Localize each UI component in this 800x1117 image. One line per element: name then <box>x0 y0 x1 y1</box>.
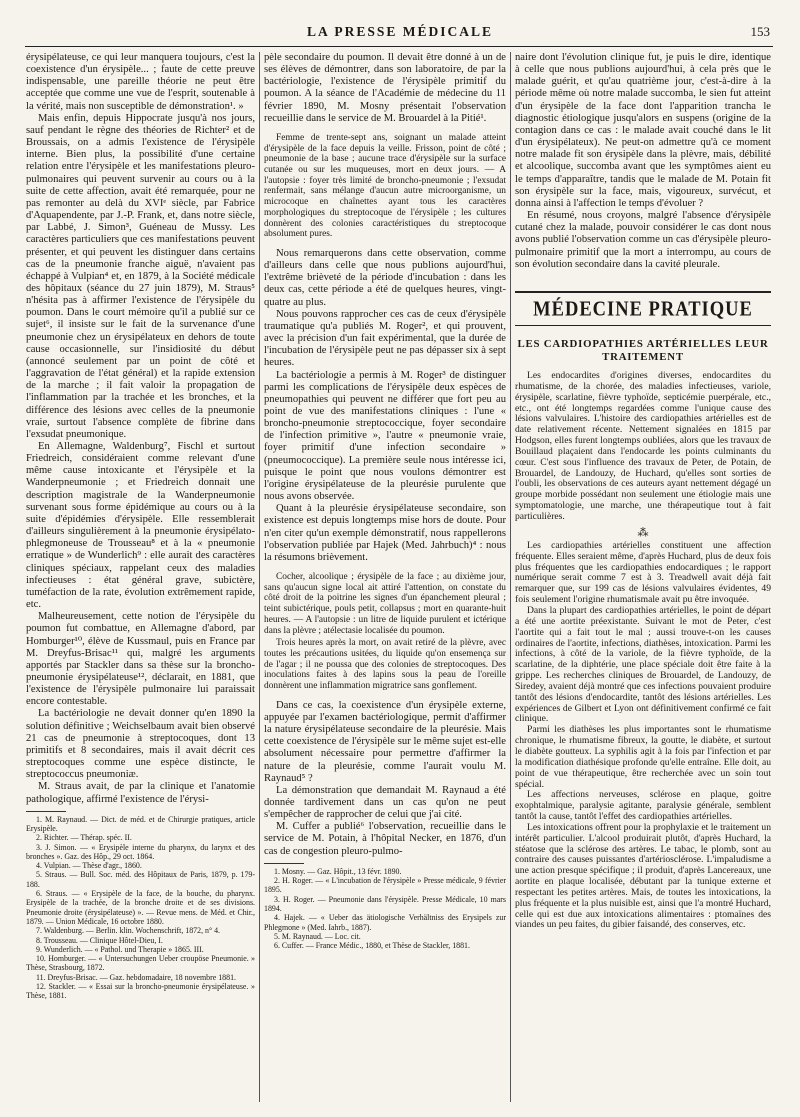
section-header <box>515 291 771 326</box>
footnote: 6. Straus. — « Erysipèle de la face, de la bouche, du pharynx. Erysipèle de la trachée, de la bronche droite et de ses divisions. Pneumonie droite (érysipélateuse) ». — Revue mens. de Méd. et Chir., 1879. — Union Médicale, 16 octobre 1880. <box>26 889 255 926</box>
paragraph: pèle secondaire du poumon. Il devait être donné à un de ses élèves de démontrer, dans son laboratoire, de par la bactériologie, l'existence de l'érysipèle primitif du poumon. A la séance de l'Académie de médecine du 11 février 1890, M. Mosny présentait l'observation recueillie dans le service de M. Brouardel à la Pitié¹. <box>264 52 506 124</box>
footnote: 2. Richter. — Thérap. spéc. II. <box>36 833 132 843</box>
footnote: 8. Trousseau. — Clinique Hôtel-Dieu, I. <box>36 935 163 945</box>
case-report: Trois heures après la mort, on avait retiré de la plèvre, avec toutes les précautions usitées, du liquide qu'on ensemença sur de l'agar ; il ne poussa que des colonies de streptocoques. Des inoculations faites à des lapins sous la peau de l'oreille donnèrent une inflammation migratrice sans gonflement. <box>264 638 506 692</box>
paragraph: Les affections nerveuses, sclérose en plaque, goitre exophtalmique, paralysie agitante, paralysie générale, semblent tantôt la cause, tantôt l'effet des cardiopathies artérielles. <box>515 789 771 823</box>
column-2 <box>264 52 506 1107</box>
footnote: 10. Homburger. — « Untersuchungen Ueber croupöse Pneumonie. » Thèse, Strasbourg, 1872. <box>26 954 255 973</box>
column-1 <box>26 52 255 1107</box>
page-number: 153 <box>750 24 770 39</box>
paragraph: M. Straus avait, de par la clinique et l'anatomie pathologique, affirmé l'existence de l'érysi- <box>26 781 255 805</box>
paragraph: En résumé, nous croyons, malgré l'absence d'érysipèle cutané chez la malade, pouvoir considérer le cas dont nous avons publié l'observation comme un cas d'érysipèle pleuro-pulmonaire primitif que la mort a interrompu, au cours de son évolution secondaire dans la cavité pleurale. <box>515 210 771 270</box>
paragraph: La démonstration que demandait M. Raynaud a été donnée tardivement dans un cas qu'on ne peut s'empêcher de rapprocher de celui que j'ai cité. <box>264 784 506 821</box>
footnote: 7. Waldenburg. — Berlin. klin. Wochenschrift, 1872, n° 4. <box>36 926 221 936</box>
footnote: 5. Straus. — Bull. Soc. méd. des Hôpitaux de Paris, 1879, p. 179-188. <box>26 870 255 889</box>
footnote: 4. Hajek. — « Ueber das ätiologische Verhältniss des Erysipels zur Phlegmone » (Med. Iahrb., 1887). <box>264 913 506 932</box>
footnote-rule <box>26 811 66 812</box>
paragraph: Nous remarquerons dans cette observation, comme d'ailleurs dans celle que nous publions aujourd'hui, l'extrême brièveté de la période d'incubation : dans les deux cas, cette période a été de quelques heures, vingt-quatre au plus. <box>264 247 506 308</box>
footnote: 1. Mosny. — Gaz. Hôpit., 13 févr. 1890. <box>274 866 402 876</box>
paragraph: Nous pouvons rapprocher ces cas de ceux d'érysipèle traumatique qu'a publiés M. Roger², et qui prouvent, avec la précision d'un fait expérimental, que la durée de l'incubation de l'érysipèle peut ne pas dépasser six à sept heures. <box>264 308 506 369</box>
article-intro: Les endocardites d'origines diverses, endocardites du rhumatisme, de la chorée, des maladies infectieuses, variole, érysipèle, scarlatine, fièvre typhoïde, septicémie puerpérale, etc., etc., ont été longtemps regardées comme l'unique cause des lésions valvulaires. L'histoire des cardiopathies artérielles est de date relativement récente. Nettement signalées en 1815 par Hodgson, elles furent longtemps oubliées, alors que les travaux de Bouillaud plaçaient dans l'endocarde les points culminants du cœur. C'est sous l'influence des travaux de Peter, de Potain, de Brouardel, de Landouzy, de Huchard, qu'elles sont sorties de l'oubli, les observations de ces auteurs ayant nettement dégagé un groupe morbide possédant non seulement une étiologie mais une symptomatologie, une marche, une thérapeutique tout à fait particulières. <box>515 369 771 522</box>
paragraph: La bactériologie a permis à M. Roger³ de distinguer parmi les complications de l'érysipèle deux espèces de pneumopathies qui peuvent ne différer que fort peu au point de vue des manifestations cliniques : l'une « broncho-pneumonie streptococcique, foyer secondaire de l'infection primitive », l'autre « pneumonie vraie, foyer primitif d'une infection secondaire » (pneumococcique). La première seule nous intéresse ici, puisque le point que nous voulons démontrer est l'origine érysipélateuse de la pleurésie purulente que nous avons observée. <box>264 369 506 503</box>
footnote: 1. M. Raynaud. — Dict. de méd. et de Chirurgie pratiques, article Erysipèle. <box>26 814 255 833</box>
case-report: Femme de trente-sept ans, soignant un malade atteint d'érysipèle de la face depuis la veille. Frisson, point de côté ; pneumonie de la base ; aucune trace d'érysipèle sur la surface cutanée ou sur les muqueuses, mort en deux jours. — A l'autopsie : foyer très limité de broncho-pneumonie ; l'exsudat renfermait, sans mélange d'aucun autre microorganisme, un microcoque en chaînettes ayant tous les caractères morphologiques du streptocoque de l'érysipèle ; les cultures donnèrent des colonies caractéristiques du streptocoque absolument pures. <box>264 132 506 240</box>
footnote: 11. Dreyfus-Brisac. — Gaz. hebdomadaire, 18 novembre 1881. <box>36 972 236 982</box>
paragraph: Dans ce cas, la coexistence d'un érysipèle externe, appuyée par l'examen bactériologique, permit d'affirmer la nature érysipélateuse secondaire de la pleurésie. Mais cette coexistence de l'érysipèle sur le même sujet est-elle absolument nécessaire pour permettre d'affirmer la nature de la pleurésie, comme l'aurait voulu M. Raynaud⁵ ? <box>264 699 506 784</box>
paragraph: La bactériologie ne devait donner qu'en 1890 la solution définitive ; Weichselbaum avait bien observé 21 cas de pneumonie à streptocoques, dont 13 primitifs et 8 secondaires, mais il avait décrit ces streptocoques comme une espèce distincte, le streptococcus pneumoniæ. <box>26 708 255 781</box>
footnote: 3. J. Simon. — « Erysipèle interne du pharynx, du larynx et des bronches ». Gaz. des Hôp., 29 oct. 1864. <box>26 842 255 861</box>
paragraph: érysipélateuse, ce qui leur manquera toujours, c'est la coexistence d'un érysipèle... ; faute de cette preuve indispensable, une pareille théorie ne peut être acceptée que comme une vue de l'esprit, soutenable à la vérité, mais non susceptible de démonstration¹. » <box>26 52 255 112</box>
footnotes <box>26 815 255 1001</box>
footnote: 4. Vulpian. — Thèse d'agr., 1860. <box>36 861 142 871</box>
paragraph: naire dont l'évolution clinique fut, je puis le dire, identique à celle que nous publions aujourd'hui, à cela près que le malade guérit, et qu'au quatrième jour, c'est-à-dire à la période même où notre malade succomba, le sien fut atteint d'un érysipèle de la face dont l'apparition trancha le diagnostic étiologique jusqu'alors en suspens (origine de la contagion dans ce cas : le malade avait couché dans le lit d'un érysipélateux). Ne peut-on admettre qu'à ce moment notre malade fit son érysipèle dans la plèvre, mais, débilité et alcoolique, succomba avant que les symptômes aient eu le temps d'apparaître, tandis que le malade de M. Potain fit son érysipèle sur la face, mais, vigoureux, survécut, et donna ainsi à l'affection le temps d'évoluer ? <box>515 52 771 209</box>
paragraph: Malheureusement, cette notion de l'érysipèle du poumon fut combattue, en Allemagne d'abord, par Homburger¹⁰, élève de Kussmaul, puis en France par M. Dreyfus-Brisac¹¹ qui, malgré les arguments apportés par Stackler dans sa thèse sur la broncho-pneumonie érysipélateuse¹², déclarait, en 1881, que l'existence de l'érysipèle pulmonaire lui paraissait encore contestable. <box>26 611 255 708</box>
column-divider-1 <box>259 52 260 1102</box>
footnote: 12. Stackler. — « Essai sur la broncho-pneumonie érysipélateuse. » Thèse, 1881. <box>26 982 255 1001</box>
paragraph: Parmi les diathèses les plus importantes sont le rhumatisme chronique, le rhumatisme fibreux, la goutte, le diabète, et surtout le diabète goutteux. La syphilis agit à la fois par l'infection et par la modification diathésique profonde qu'elle entraîne. Elle doit, au point de vue thérapeutique, être recherchée avec un soin tout spécial. <box>515 724 771 790</box>
paragraph: Les intoxications offrent pour la prophylaxie et le traitement un intérêt particulier. L'alcool produirait plutôt, d'après Huchard, la stéatose que la sclérose des artères. Le tabac, le plomb, sont au contraire des causes puissantes d'artériosclérose. L'impaludisme a une action presque spécifique ; il produit, d'après Lancereaux, une aortite en plaque localisée, débutant par la tunique externe et respectant les petites artères. Mais, de toutes les intoxications, la plus fréquente et la plus nuisible est, ainsi que l'a montré Huchard, celle qui est due aux intoxications alimentaires : ptomaïnes des viandes un peu faites, du gibier faisandé, des conserves, etc. <box>515 821 771 931</box>
footnote: 3. H. Roger. — Pneumonie dans l'érysipèle. Presse Médicale, 10 mars 1894. <box>264 894 506 913</box>
footnote: 5. M. Raynaud. — Loc. cit. <box>274 931 361 941</box>
footnote: 6. Cuffer. — France Médic., 1880, et Thèse de Stackler, 1881. <box>274 941 470 951</box>
paragraph: Quant à la pleurésie érysipélateuse secondaire, son existence est depuis longtemps mise hors de doute. Pour n'en citer qu'un exemple démonstratif, nous rappellerons l'observation publiée par Hajek (Med. Jahrbuch)⁴ : nous la résumons brièvement. <box>264 503 506 563</box>
journal-title: LA PRESSE MÉDICALE <box>306 24 494 39</box>
section-title: MÉDECINE PRATIQUE <box>533 298 753 322</box>
column-divider-2 <box>510 52 511 1102</box>
column-3 <box>515 52 771 1107</box>
paragraph: Dans la plupart des cardiopathies artérielles, le point de départ a été une aortite préexistante. Suivant le mot de Peter, c'est l'aortite qui a fait tout le mal ; aussi trouve-t-on les causes ordinaires de l'aortite, infections, diathèses, intoxication. Parmi les infections, à côté de la variole, de la fièvre typhoïde, de la scarlatine, de la diphtérie, une place spéciale doit être faite à la grippe. Les recherches cliniques de Brouardel, de Landouzy, de Siredey, avaient déjà montré que ces infections pouvaient produire tantôt des lésions d'endocardite, tantôt des lésions artérielles. Les expériences de Gilbert et Lyon ont définitivement confirmé ce fait clinique. <box>515 605 771 725</box>
paragraph: Les cardiopathies artérielles constituent une affection fréquente. Elles seraient même, d'après Huchard, plus de deux fois plus fréquentes que les cardiopathies endocardiques ; le rapport numérique serait comme 7 est à 3. Treadwell avait déjà fait remarquer que, sur 199 cas de lésions valvulaires évidentes, 49 fois seulement l'origine rhumatismale avait pu être invoquée. <box>515 539 771 606</box>
article-title: LES CARDIOPATHIES ARTÉRIELLES LEUR TRAITEMENT <box>517 337 769 364</box>
paragraph: M. Cuffer a publié⁶ l'observation, recueillie dans le service de M. Potain, à l'hôpital Necker, en 1876, d'un cas de congestion pleuro-pulmo- <box>264 821 506 857</box>
footnotes <box>264 867 506 951</box>
asterism: ⁂ <box>637 526 649 539</box>
footnote-rule <box>264 863 304 864</box>
case-report: Cocher, alcoolique ; érysipèle de la face ; au dixième jour, sans qu'aucun signe local ait attiré l'attention, on constate du côté droit de la poitrine les signes d'un épanchement pleural ; teint subictérique, pouls petit, collapsus ; mort en quarante-huit heures. — A l'autopsie : un litre de liquide purulent et ictérique dans la plèvre ; atélectasie localisée du poumon. <box>264 572 506 636</box>
footnote: 2. H. Roger. — « L'incubation de l'érysipèle » Presse médicale, 9 février 1895. <box>264 876 506 895</box>
header-rule <box>25 46 773 47</box>
footnote: 9. Wunderlich. — « Pathol. und Therapie » 1865. III. <box>36 944 204 954</box>
paragraph: En Allemagne, Waldenburg⁷, Fischl et surtout Friedreich, considéraient comme relevant d'une même cause intoxicante et l'érysipèle et la Wanderpneumonie ; et Friedreich donnait une description magistrale de la Wanderpneumonie survenant sous forme épidémique au cours ou à la suite d'épidémies d'érysipèle. Elle ressemblerait d'ailleurs singulièrement à la pneumonie érysipélato-phlegmoneuse de Trousseau⁸ et à la « pneumonie erratique » de Wunderlich⁹ : elle aurait des caractères cliniques spéciaux, rappelant ceux des maladies infectieuses : état général grave, subictère, tuméfaction de la rate, évolution extrêmement rapide, etc. <box>26 441 255 611</box>
paragraph: Mais enfin, depuis Hippocrate jusqu'à nos jours, sauf pendant le règne des théories de Richter² et de Broussais, on a admis l'existence de l'érysipèle interne. Bien plus, la possibilité d'une certaine relation entre l'érysipèle et les manifestations pleuro-pulmonaires qui peuvent survenir au cours ou à la suite de cette affection, avait été remarquée, pour ne pas remonter au delà du XVIᵉ siècle, par Fabrice d'Aquapendente, par J.-P. Frank, et, dans notre siècle, par Labbé, J. Simon³, Guéneau de Mussy. Les caractères particuliers que ces manifestations peuvent présenter, et qui peuvent les distinguer dans certains cas de la pneumonie franche aiguë, n'avaient pas échappé à Vulpian⁴ et, en 1879, à la Société médicale des hôpitaux (séance du 27 juin 1879), M. Straus⁵ n'hésita pas à affirmer l'existence de l'érysipèle du poumon. Dans le court mémoire qu'il a publié sur ce sujet⁶, il insiste sur le fait de la survenance d'une pneumonie chez un érysipélateux en dehors de toute cause occasionnelle, sur l'insidiosité du début (annoncé seulement par un point de côté et l'aggravation de l'état général) et la rapide extension de la marche ; il fait valoir la propagation de l'inflammation par la trachée et les bronches, et la différence des lésions avec celles de la pneumonie vraie, surtout l'absence complète de fibrine dans l'exsudat pneumonique. <box>26 112 255 440</box>
page-header <box>0 0 800 50</box>
